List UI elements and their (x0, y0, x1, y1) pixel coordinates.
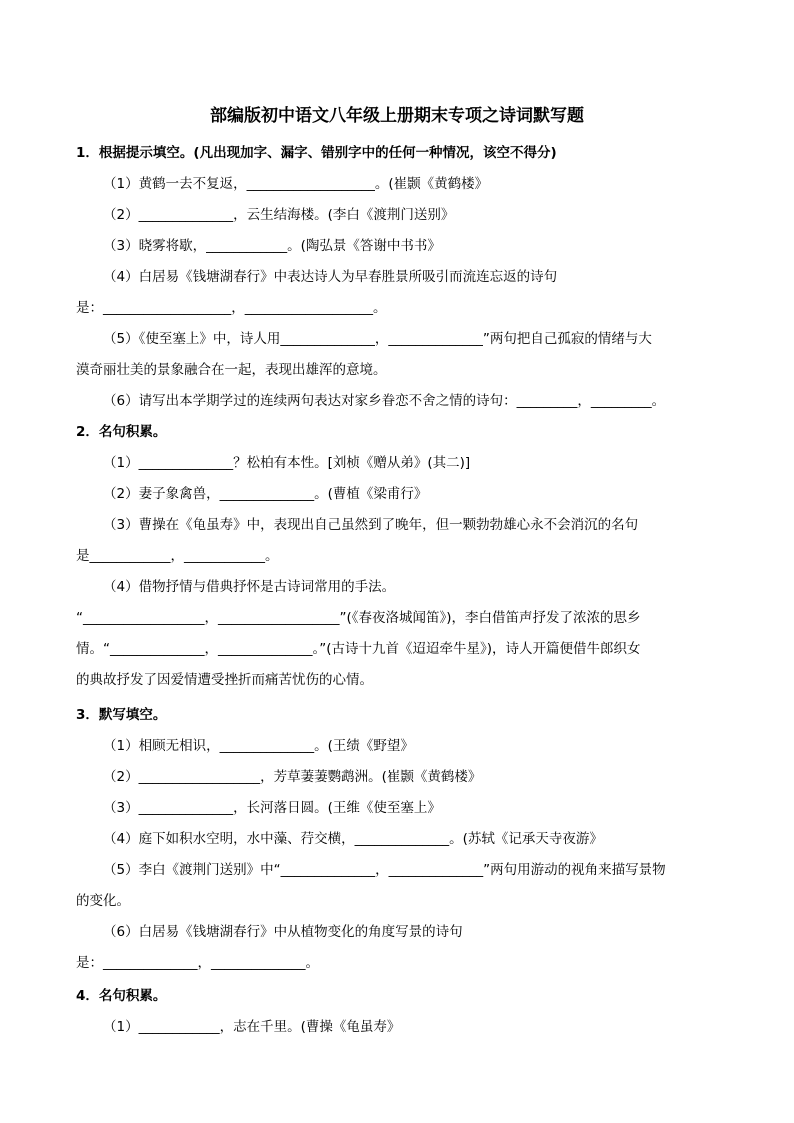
question-line-continued: 漠奇丽壮美的景象融合在一起，表现出雄浑的意境。 (76, 362, 387, 378)
question-line-continued: 是：______________，______________。 (76, 955, 319, 971)
question-line: （6）白居易《钱塘湖春行》中从植物变化的角度写景的诗句 (103, 924, 463, 940)
question-line: （3）______________，长河落日圆。(王维《使至塞上》 (103, 800, 441, 816)
question-line: （1）黄鹤一去不复返，___________________。(崔颢《黄鹤楼》 (103, 176, 489, 192)
page-title: 部编版初中语文八年级上册期末专项之诗词默写题 (210, 106, 584, 126)
question-line: （1）相顾无相识，______________。(王绩《野望》 (103, 738, 414, 754)
question-line: （1）____________，志在千里。(曹操《龟虽寿》 (103, 1019, 401, 1035)
question-line-continued: 情。“______________，______________。”(古诗十九首《迢迢牵牛星》)，诗人开篇便借牛郎织女 (76, 641, 641, 657)
question-line: （2）妻子象禽兽，______________。(曹植《梁甫行》 (103, 486, 428, 502)
question-line: （4）借物抒情与借典抒怀是古诗词常用的手法。 (103, 579, 396, 595)
question-line: （2）______________，云生结海楼。(李白《渡荆门送别》 (103, 207, 455, 223)
question-line-continued: 的典故抒发了因爱情遭受挫折而痛苦忧伤的心情。 (76, 672, 373, 688)
question-line: （4）庭下如积水空明，水中藻、荇交横，______________。(苏轼《记承天寺夜游》 (103, 831, 603, 847)
section-2-heading: 2．名句积累。 (76, 424, 167, 440)
section-3-heading: 3．默写填空。 (76, 707, 167, 723)
question-line: （2）__________________，芳草萋萋鹦鹉洲。(崔颢《黄鹤楼》 (103, 769, 482, 785)
section-4-heading: 4．名句积累。 (76, 988, 167, 1004)
question-line: （5）李白《渡荆门送别》中“______________，______________”两句用游动的视角来描写景物 (103, 862, 666, 878)
question-line-continued: 是____________，____________。 (76, 548, 279, 564)
question-line: （3）曹操在《龟虽寿》中，表现出自己虽然到了晚年，但一颗勃勃雄心永不会消沉的名句 (103, 517, 639, 533)
question-line-continued: 的变化。 (76, 893, 130, 909)
section-1-heading: 1．根据提示填空。(凡出现加字、漏字、错别字中的任何一种情况，该空不得分) (76, 145, 557, 161)
question-line: （3）晓雾将歇，____________。(陶弘景《答谢中书书》 (103, 238, 441, 254)
question-line-continued: 是：___________________，___________________。 (76, 300, 387, 316)
question-line: （5）《使至塞上》中，诗人用______________，______________”两句把自己孤寂的情绪与大 (103, 331, 652, 347)
question-line: （6）请写出本学期学过的连续两句表达对家乡眷恋不舍之情的诗句：_________，_________。 (103, 393, 666, 409)
question-line-continued: “__________________，__________________”(《春夜洛城闻笛》)，李白借笛声抒发了浓浓的思乡 (76, 610, 641, 626)
question-line: （1）______________？松柏有本性。[刘桢《赠从弟》(其二)] (103, 455, 471, 471)
question-line: （4）白居易《钱塘湖春行》中表达诗人为早春胜景所吸引而流连忘返的诗句 (103, 269, 558, 285)
